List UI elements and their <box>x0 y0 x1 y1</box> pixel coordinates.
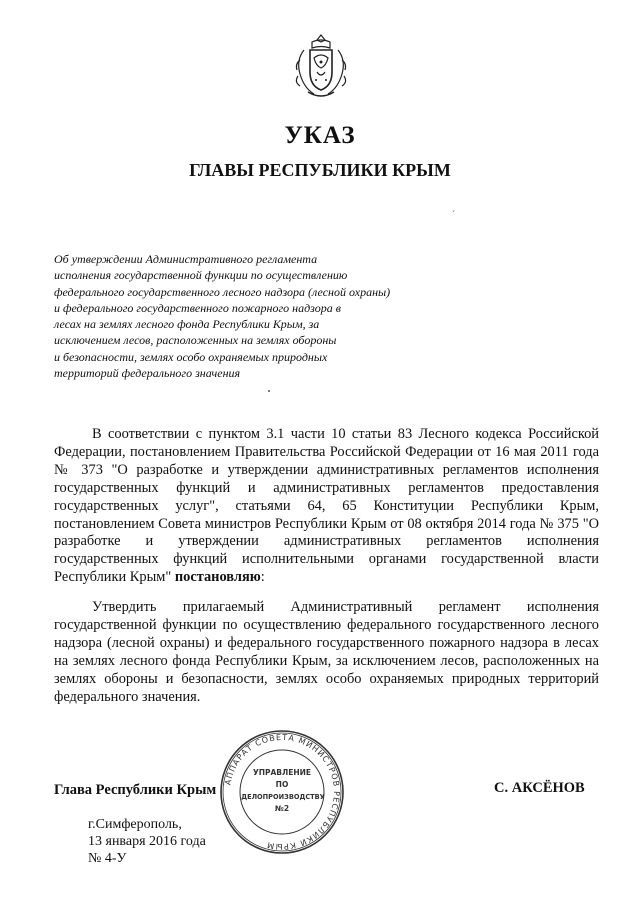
stamp-line: ПО <box>275 780 289 789</box>
subject-line: Об утверждении Административного регламента <box>54 252 318 266</box>
preamble-end: : <box>260 569 265 586</box>
preamble-text: В соответствии с пунктом 3.1 части 10 статьи 83 Лесного кодекса Российской Федерации, постановлением Правительства Российской Федерации от 16 мая 2011 года № 373 "О разработке и утверждении административных регламентов исполнения государственных функций и административных регламентов предоставления государственных услуг", статьями 64, 65 Конституции Республики Крым, постановлением Совета министров Республики Крым от 08 октября 2014 года № 375 "О разработке и утверждении административных регламентов исполнения государственных функций исполнительными органами государственной власти Республики Крым" <box>54 426 599 586</box>
issue-place: г.Симферополь, <box>88 817 182 832</box>
crimea-coat-of-arms-emblem <box>290 32 352 100</box>
subject-line: лесах на землях лесного фонда Республики Крым, за <box>54 317 320 332</box>
subject-line: территорий федерального значения <box>54 366 241 381</box>
subject-line: и федерального государственного пожарного надзора в <box>54 300 341 315</box>
operative-paragraph: Утвердить прилагаемый Административный регламент исполнения государственной функции по осуществлению федерального государственного лесного надзора (лесной охраны) и федерального государственного пожарного надзора в лесах на землях лесного фонда Республики Крым, за исключением лесов, расположенных на землях обороны и безопасности, землях особо охраняемых природных территорий федерального значения. <box>54 599 599 705</box>
stamp-line: №2 <box>274 804 290 813</box>
subject-line: исполнения государственной функции по осуществлению <box>54 268 348 283</box>
issue-details <box>88 816 206 867</box>
stamp-line: УПРАВЛЕНИЕ <box>252 768 312 777</box>
subject-line: и безопасности, землях особо охраняемых природных <box>54 349 328 364</box>
decree-title: УКАЗ <box>284 122 356 149</box>
decree-number: № 4-У <box>88 851 127 866</box>
office-stamp-seal <box>217 727 347 857</box>
resolution-keyword: постановляю <box>174 569 261 586</box>
signatory-position: Глава Республики Крым <box>54 782 217 798</box>
stamp-ring-text: АППАРАТ СОВЕТА МИНИСТРОВ РЕСПУБЛИКИ КРЫМ <box>223 732 342 852</box>
decree-subtitle: ГЛАВЫ РЕСПУБЛИКИ КРЫМ <box>189 160 451 180</box>
scan-speck <box>268 390 270 392</box>
stamp-line: ДЕЛОПРОИЗВОДСТВУ <box>241 793 325 801</box>
subject-line: федерального государственного лесного надзора (лесной охраны) <box>54 284 391 299</box>
scan-mark: ˊ <box>452 210 456 221</box>
subject-line: исключением лесов, расположенных на землях обороны <box>54 333 337 348</box>
signatory-name: С. АКСЁНОВ <box>494 780 585 796</box>
preamble-paragraph <box>54 426 599 587</box>
svg-text:АППАРАТ СОВЕТА МИНИСТРОВ РЕСПУ <box>223 733 341 851</box>
issue-date: 13 января 2016 года <box>88 834 206 849</box>
decree-subject <box>54 251 434 381</box>
